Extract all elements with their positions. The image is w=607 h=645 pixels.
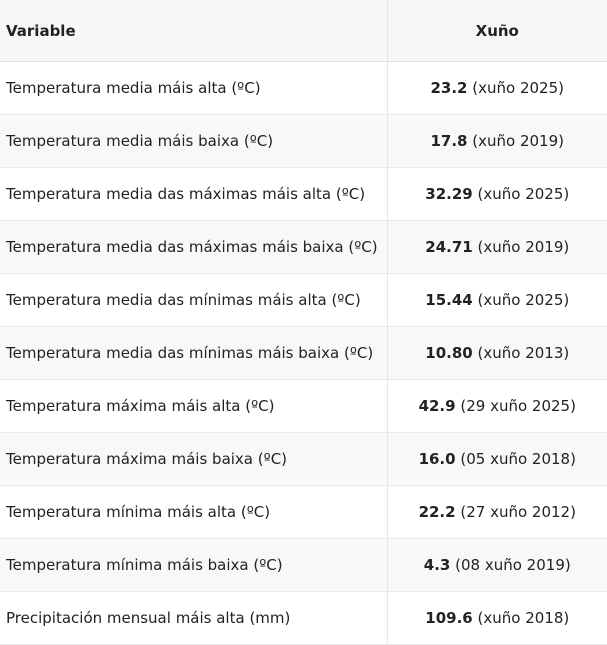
record-value: 22.2	[418, 503, 456, 521]
value-cell	[387, 380, 607, 433]
record-date: (27 xuño 2012)	[460, 503, 576, 521]
value-cell	[387, 168, 607, 221]
value-cell	[387, 486, 607, 539]
record-date: (29 xuño 2025)	[460, 397, 576, 415]
table-body	[0, 62, 607, 645]
value-cell	[387, 62, 607, 115]
variable-cell: Temperatura mínima máis baixa (ºC)	[0, 539, 387, 592]
value-cell	[387, 539, 607, 592]
table-row	[0, 168, 607, 221]
value-cell	[387, 221, 607, 274]
table-row	[0, 62, 607, 115]
value-cell	[387, 327, 607, 380]
record-value: 4.3	[423, 556, 451, 574]
record-value: 23.2	[430, 79, 468, 97]
record-date: (xuño 2019)	[472, 132, 564, 150]
record-value: 109.6	[425, 609, 473, 627]
record-date: (05 xuño 2018)	[460, 450, 576, 468]
table-row	[0, 539, 607, 592]
variable-cell: Temperatura máxima máis baixa (ºC)	[0, 433, 387, 486]
value-cell	[387, 433, 607, 486]
table-row	[0, 274, 607, 327]
value-cell	[387, 274, 607, 327]
record-date: (xuño 2019)	[477, 238, 570, 256]
table-row	[0, 486, 607, 539]
record-date: (xuño 2025)	[472, 79, 564, 97]
variable-cell: Temperatura máxima máis alta (ºC)	[0, 380, 387, 433]
table-row	[0, 327, 607, 380]
table-row	[0, 433, 607, 486]
variable-cell: Temperatura media das máximas máis baixa (ºC)	[0, 221, 387, 274]
month-column-header: Xuño	[387, 0, 607, 62]
table-row	[0, 115, 607, 168]
record-value: 15.44	[425, 291, 473, 309]
table-row	[0, 380, 607, 433]
variable-cell: Precipitación mensual máis alta (mm)	[0, 592, 387, 645]
record-date: (xuño 2025)	[477, 185, 570, 203]
table-row	[0, 221, 607, 274]
table-header-row	[0, 0, 607, 62]
variable-cell: Temperatura media máis alta (ºC)	[0, 62, 387, 115]
variable-column-header: Variable	[0, 0, 387, 62]
record-date: (xuño 2013)	[477, 344, 570, 362]
variable-cell: Temperatura media das máximas máis alta (ºC)	[0, 168, 387, 221]
record-date: (08 xuño 2019)	[455, 556, 571, 574]
value-cell	[387, 115, 607, 168]
record-value: 10.80	[425, 344, 473, 362]
record-date: (xuño 2025)	[477, 291, 570, 309]
record-value: 17.8	[430, 132, 468, 150]
variable-cell: Temperatura media das mínimas máis alta (ºC)	[0, 274, 387, 327]
record-date: (xuño 2018)	[477, 609, 570, 627]
record-value: 24.71	[425, 238, 473, 256]
record-value: 16.0	[418, 450, 456, 468]
record-value: 42.9	[418, 397, 456, 415]
record-value: 32.29	[425, 185, 473, 203]
variable-cell: Temperatura media das mínimas máis baixa (ºC)	[0, 327, 387, 380]
variable-cell: Temperatura mínima máis alta (ºC)	[0, 486, 387, 539]
variable-cell: Temperatura media máis baixa (ºC)	[0, 115, 387, 168]
